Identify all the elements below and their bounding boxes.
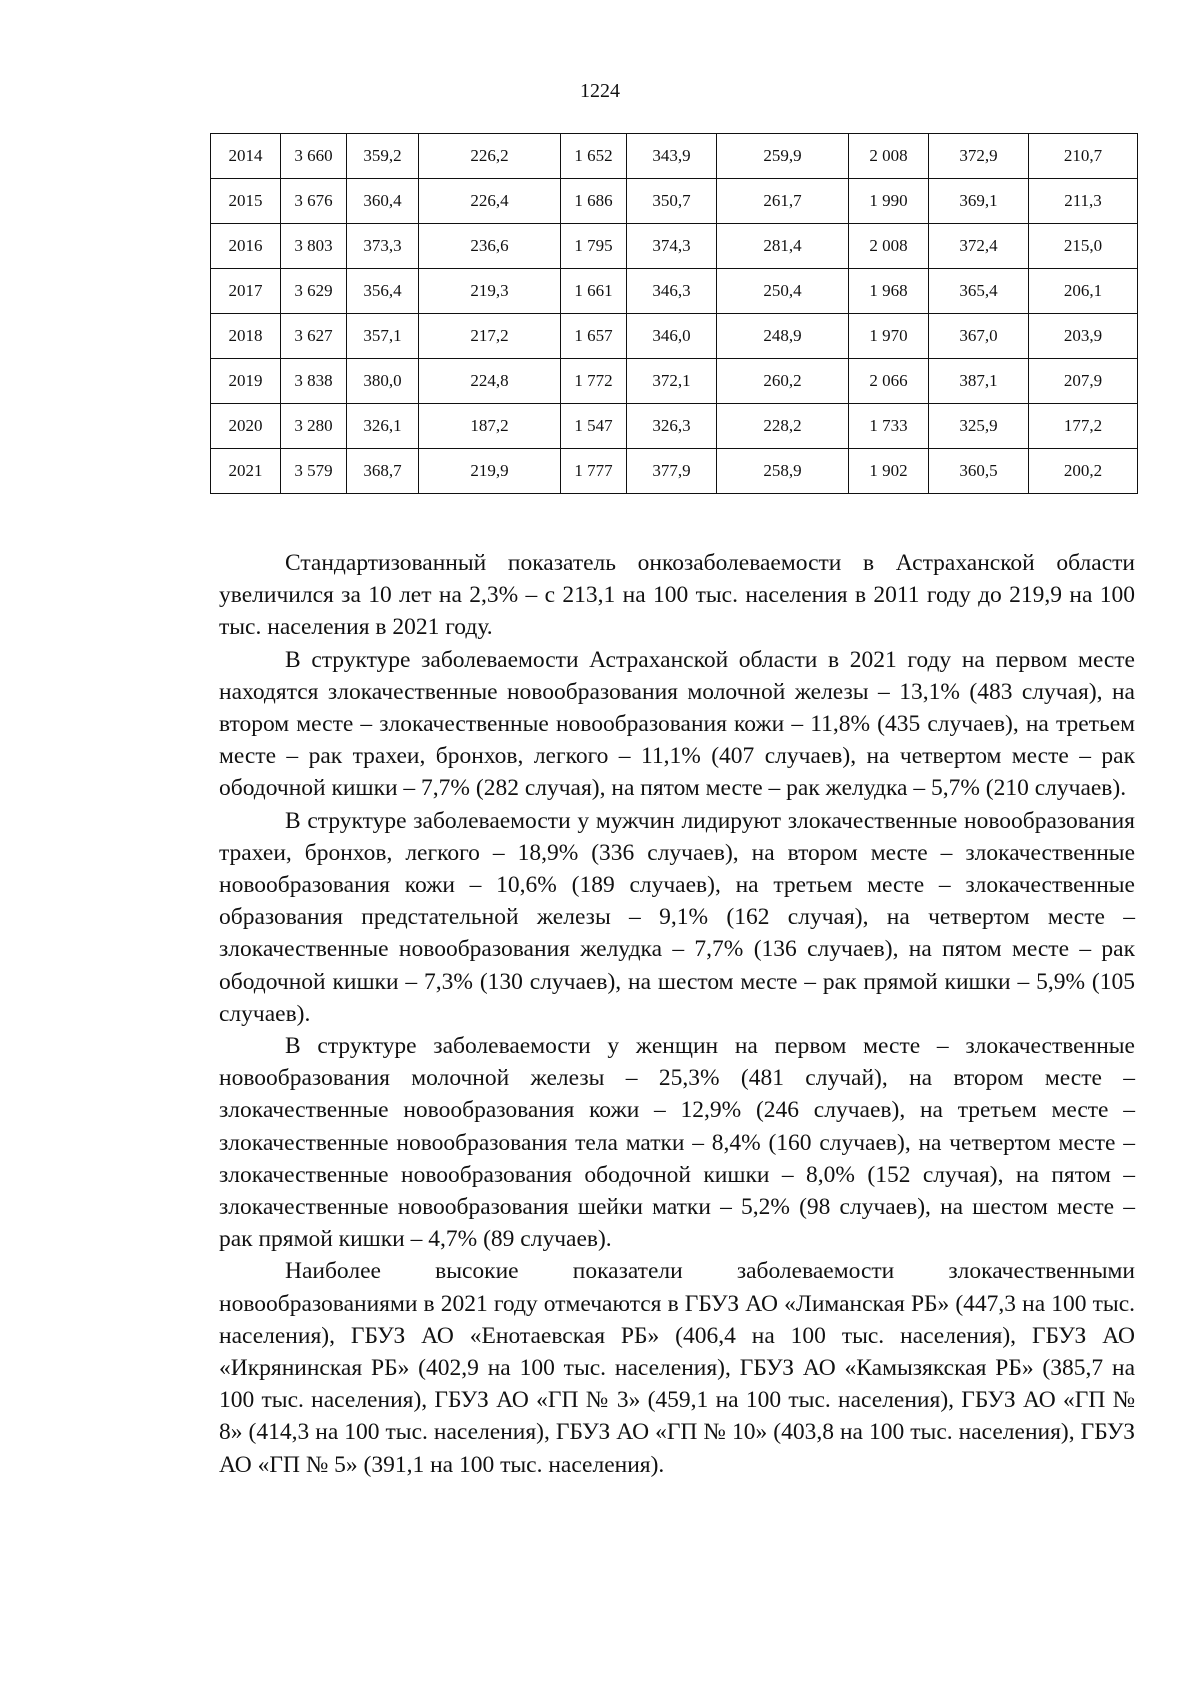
paragraph-men-structure: В структуре заболеваемости у мужчин лидируют злокачественные новообразования трахеи, бронхов, легкого – 18,9% (336 случаев), на втором месте – злокачественные новообразования кожи – 10,6% (189 случаев), на третьем месте – злокачественные образования предстательной железы – 9,1% (162 случая), на четвертом месте – злокачественные новообразования желудка – 7,7% (136 случаев), на пятом месте – рак ободочной кишки – 7,3% (130 случаев), на шестом месте – рак прямой кишки – 5,9% (105 случаев). bbox=[219, 807, 1135, 1027]
table-cell: 1 772 bbox=[561, 359, 627, 404]
table-cell: 281,4 bbox=[717, 224, 849, 269]
table-row bbox=[211, 449, 1138, 494]
table-cell: 248,9 bbox=[717, 314, 849, 359]
table-cell-year: 2017 bbox=[211, 269, 281, 314]
body-text bbox=[219, 547, 1135, 1481]
table-cell: 1 657 bbox=[561, 314, 627, 359]
table-cell: 346,3 bbox=[627, 269, 717, 314]
table-cell: 372,4 bbox=[929, 224, 1029, 269]
table-cell: 3 579 bbox=[281, 449, 347, 494]
paragraph-highest-rates: Наиболее высокие показатели заболеваемости злокачественными новообразованиями в 2021 году отмечаются в ГБУЗ АО «Лиманская РБ» (447,3 на 100 тыс. населения), ГБУЗ АО «Енотаевская РБ» (406,4 на 100 тыс. населения), ГБУЗ АО «Икрянинская РБ» (402,9 на 100 тыс. населения), ГБУЗ АО «Камызякская РБ» (385,7 на 100 тыс. населения), ГБУЗ АО «ГП № 3» (459,1 на 100 тыс. населения), ГБУЗ АО «ГП № 8» (414,3 на 100 тыс. населения), ГБУЗ АО «ГП № 10» (403,8 на 100 тыс. населения), ГБУЗ АО «ГП № 5» (391,1 на 100 тыс. населения). bbox=[219, 1258, 1135, 1478]
table-cell: 3 838 bbox=[281, 359, 347, 404]
table-cell: 357,1 bbox=[347, 314, 419, 359]
table-cell: 206,1 bbox=[1029, 269, 1138, 314]
table-cell: 325,9 bbox=[929, 404, 1029, 449]
table-cell: 211,3 bbox=[1029, 179, 1138, 224]
table-cell: 387,1 bbox=[929, 359, 1029, 404]
table-cell: 359,2 bbox=[347, 134, 419, 179]
table-cell: 260,2 bbox=[717, 359, 849, 404]
table-cell: 219,3 bbox=[419, 269, 561, 314]
table-row bbox=[211, 404, 1138, 449]
paragraph-women-structure: В структуре заболеваемости у женщин на первом месте – злокачественные новообразования молочной железы – 25,3% (481 случай), на втором месте – злокачественные новообразования кожи – 12,9% (246 случаев), на третьем месте – злокачественные новообразования тела матки – 8,4% (160 случаев), на четвертом месте – злокачественные новообразования ободочной кишки – 8,0% (152 случая), на пятом – злокачественные новообразования шейки матки – 5,2% (98 случаев), на шестом месте – рак прямой кишки – 4,7% (89 случаев). bbox=[219, 1033, 1135, 1253]
table-cell: 226,2 bbox=[419, 134, 561, 179]
table-cell: 219,9 bbox=[419, 449, 561, 494]
table-cell: 3 629 bbox=[281, 269, 347, 314]
table-cell-year: 2015 bbox=[211, 179, 281, 224]
table-cell: 3 803 bbox=[281, 224, 347, 269]
table-cell: 1 661 bbox=[561, 269, 627, 314]
table-body bbox=[211, 134, 1138, 494]
table-row bbox=[211, 359, 1138, 404]
table-cell-year: 2014 bbox=[211, 134, 281, 179]
table-cell: 259,9 bbox=[717, 134, 849, 179]
table-cell: 368,7 bbox=[347, 449, 419, 494]
table-cell: 210,7 bbox=[1029, 134, 1138, 179]
table-row bbox=[211, 269, 1138, 314]
table-cell: 261,7 bbox=[717, 179, 849, 224]
table-cell-year: 2018 bbox=[211, 314, 281, 359]
table-cell: 360,5 bbox=[929, 449, 1029, 494]
table-cell: 360,4 bbox=[347, 179, 419, 224]
table-cell: 365,4 bbox=[929, 269, 1029, 314]
table-cell: 200,2 bbox=[1029, 449, 1138, 494]
table-cell-year: 2019 bbox=[211, 359, 281, 404]
table-cell: 326,3 bbox=[627, 404, 717, 449]
table-cell-year: 2016 bbox=[211, 224, 281, 269]
table-cell: 1 652 bbox=[561, 134, 627, 179]
table-row bbox=[211, 134, 1138, 179]
table-cell: 343,9 bbox=[627, 134, 717, 179]
table-cell: 346,0 bbox=[627, 314, 717, 359]
table-cell: 380,0 bbox=[347, 359, 419, 404]
paragraph-standardized-rate: Стандартизованный показатель онкозаболеваемости в Астраханской области увеличился за 10 лет на 2,3% – с 213,1 на 100 тыс. населения в 2011 году до 219,9 на 100 тыс. населения в 2021 году. bbox=[219, 550, 1135, 641]
table-cell-year: 2020 bbox=[211, 404, 281, 449]
table-cell: 2 066 bbox=[849, 359, 929, 404]
table-cell: 177,2 bbox=[1029, 404, 1138, 449]
table-cell: 373,3 bbox=[347, 224, 419, 269]
table-cell: 1 795 bbox=[561, 224, 627, 269]
table-cell-year: 2021 bbox=[211, 449, 281, 494]
table-cell: 258,9 bbox=[717, 449, 849, 494]
table-cell: 217,2 bbox=[419, 314, 561, 359]
table-row bbox=[211, 179, 1138, 224]
table-cell: 250,4 bbox=[717, 269, 849, 314]
table-cell: 2 008 bbox=[849, 224, 929, 269]
table-cell: 369,1 bbox=[929, 179, 1029, 224]
table-cell: 350,7 bbox=[627, 179, 717, 224]
table-cell: 3 627 bbox=[281, 314, 347, 359]
table-cell: 2 008 bbox=[849, 134, 929, 179]
table-cell: 187,2 bbox=[419, 404, 561, 449]
table-cell: 228,2 bbox=[717, 404, 849, 449]
table-cell: 3 676 bbox=[281, 179, 347, 224]
table-row bbox=[211, 224, 1138, 269]
table-cell: 1 968 bbox=[849, 269, 929, 314]
table-row bbox=[211, 314, 1138, 359]
incidence-table bbox=[210, 133, 1138, 494]
table-cell: 1 733 bbox=[849, 404, 929, 449]
table-cell: 356,4 bbox=[347, 269, 419, 314]
table-cell: 374,3 bbox=[627, 224, 717, 269]
table-cell: 1 777 bbox=[561, 449, 627, 494]
table-cell: 3 280 bbox=[281, 404, 347, 449]
table-cell: 1 902 bbox=[849, 449, 929, 494]
table-cell: 226,4 bbox=[419, 179, 561, 224]
table-cell: 1 970 bbox=[849, 314, 929, 359]
table-cell: 215,0 bbox=[1029, 224, 1138, 269]
table-cell: 236,6 bbox=[419, 224, 561, 269]
table-cell: 203,9 bbox=[1029, 314, 1138, 359]
table-cell: 1 547 bbox=[561, 404, 627, 449]
table-cell: 207,9 bbox=[1029, 359, 1138, 404]
table-cell: 1 990 bbox=[849, 179, 929, 224]
table-cell: 372,9 bbox=[929, 134, 1029, 179]
table-cell: 367,0 bbox=[929, 314, 1029, 359]
page-number: 1224 bbox=[580, 80, 620, 102]
table-cell: 326,1 bbox=[347, 404, 419, 449]
table-cell: 377,9 bbox=[627, 449, 717, 494]
table-cell: 372,1 bbox=[627, 359, 717, 404]
paragraph-overall-structure: В структуре заболеваемости Астраханской области в 2021 году на первом месте находятся злокачественные новообразования молочной железы – 13,1% (483 случая), на втором месте – злокачественные новообразования кожи – 11,8% (435 случаев), на третьем месте – рак трахеи, бронхов, легкого – 11,1% (407 случаев), на четвертом месте – рак ободочной кишки – 7,7% (282 случая), на пятом месте – рак желудка – 5,7% (210 случаев). bbox=[219, 646, 1135, 802]
table-cell: 224,8 bbox=[419, 359, 561, 404]
table-cell: 1 686 bbox=[561, 179, 627, 224]
table-cell: 3 660 bbox=[281, 134, 347, 179]
